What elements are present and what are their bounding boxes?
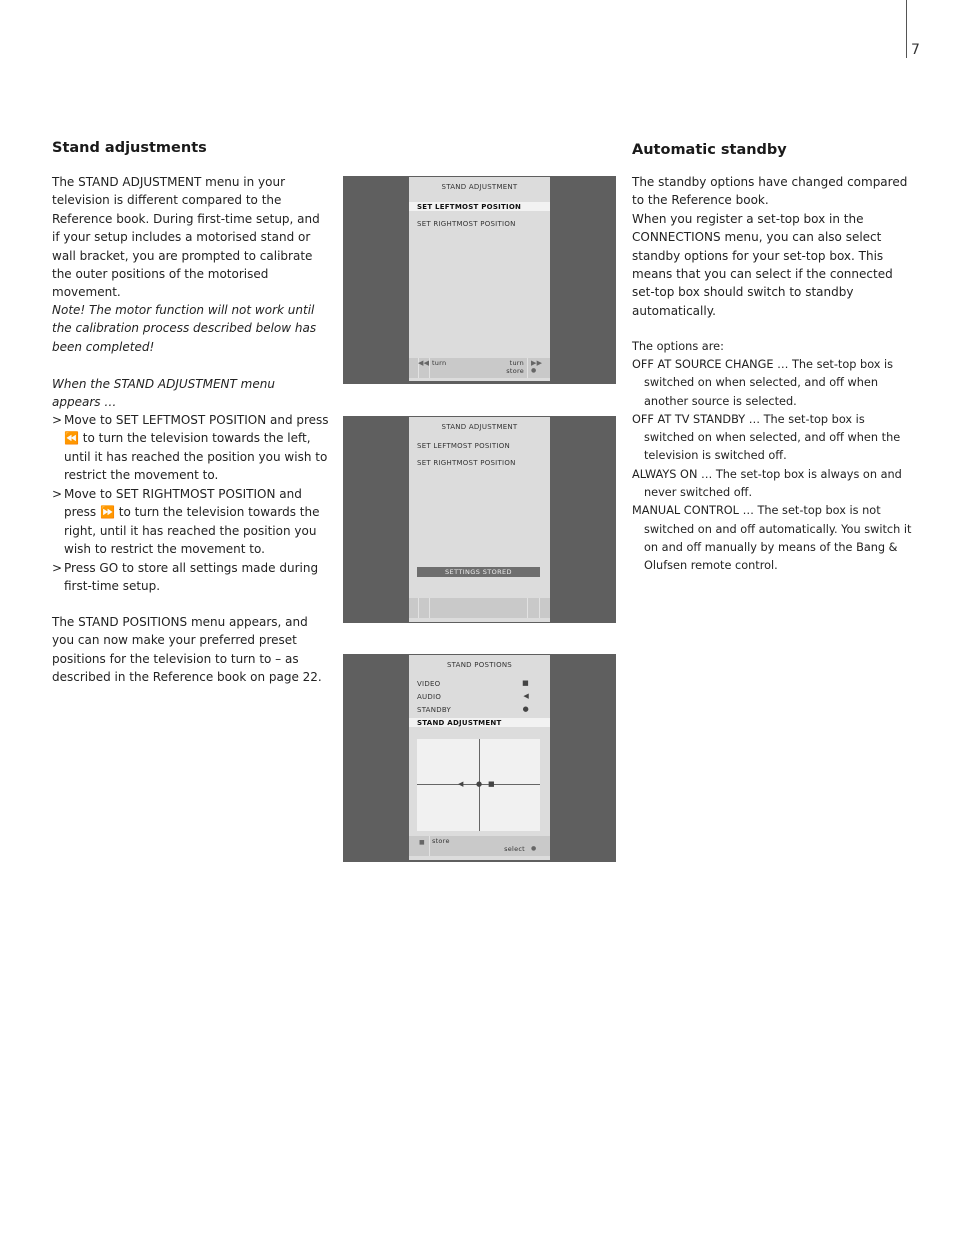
standby-position-icon: ●	[476, 780, 483, 788]
go-icon: ●	[531, 845, 537, 852]
options-label: The options are:	[632, 340, 724, 353]
rewind-icon: ◀◀	[418, 359, 430, 367]
stop-icon: ■	[419, 839, 425, 846]
list-item: > Move to SET RIGHTMOST POSITION and press ⏩ to turn the television towards the right, until it has reached the position you wish to restrict the movement to.	[52, 487, 320, 557]
footer-select-label: select	[504, 845, 525, 853]
page-number: 7	[911, 42, 920, 58]
stand-adjustment-menu-stored	[409, 417, 550, 622]
menu-item-set-rightmost[interactable]: SET RIGHTMOST POSITION	[417, 459, 516, 467]
page-top-rule	[906, 0, 907, 58]
menu-item-audio[interactable]: AUDIO	[417, 693, 442, 701]
position-grid	[417, 739, 540, 831]
list-item: > Press GO to store all settings made during first-time setup.	[52, 561, 319, 594]
dot-icon: ●	[522, 705, 529, 713]
stand-adjustment-screen-1	[343, 176, 616, 384]
menu-footer	[409, 598, 550, 618]
stand-steps-list	[52, 411, 330, 596]
automatic-standby-heading: Automatic standby	[632, 142, 787, 158]
footer-store-label: store	[506, 367, 524, 375]
footer-store-label: store	[432, 837, 450, 845]
menu-title: STAND ADJUSTMENT	[441, 183, 518, 191]
menu-title: STAND ADJUSTMENT	[441, 423, 518, 431]
stand-adjustment-screen-2	[343, 416, 616, 623]
settings-stored-status: SETTINGS STORED	[417, 567, 540, 577]
menu-item-set-rightmost[interactable]: SET RIGHTMOST POSITION	[417, 220, 516, 228]
stand-positions-menu	[409, 655, 550, 860]
standby-options-list	[632, 356, 912, 576]
stand-note-text: Note! The motor function will not work until the calibration process described below has been completed!	[52, 303, 317, 354]
menu-footer	[409, 836, 550, 856]
menu-item-set-leftmost[interactable]: SET LEFTMOST POSITION	[417, 442, 510, 450]
footer-turn-label: turn	[432, 359, 447, 367]
stand-when-text: When the STAND ADJUSTMENT menu appears …	[52, 377, 275, 410]
menu-footer	[409, 358, 550, 378]
menu-item-stand-adjustment[interactable]: STAND ADJUSTMENT	[417, 719, 502, 727]
menu-item-standby[interactable]: STANDBY	[417, 706, 452, 714]
stand-outro-text: The STAND POSITIONS menu appears, and you can now make your preferred preset positions for the television to turn to – as described in the Reference book on page 22.	[52, 615, 322, 685]
stand-positions-screen	[343, 654, 616, 862]
video-position-icon: ■	[488, 780, 495, 788]
list-item: OFF AT SOURCE CHANGE … The set-top box is switched on when selected, and off when another source is selected.	[632, 358, 894, 408]
stand-intro-text: The STAND ADJUSTMENT menu in your television is different compared to the Reference book. During first-time setup, and if your setup includes a motorised stand or wall bracket, you are prompted to calibrate the outer positions of the motorised movement.	[52, 175, 320, 300]
fast-forward-icon: ▶▶	[531, 359, 543, 367]
list-item: MANUAL CONTROL … The set-top box is not switched on and off automatically. You switch it on and off manually by means of the Bang & Olufsen remote control.	[632, 504, 912, 573]
standby-intro-text: The standby options have changed compared to the Reference book. When you register a set-top box in the CONNECTIONS menu, you can also select standby options for your set-top box. This means that you can select if the connected set-top box should switch to standby automatically.	[632, 175, 908, 318]
menu-item-set-leftmost[interactable]: SET LEFTMOST POSITION	[417, 203, 522, 211]
list-item: ALWAYS ON … The set-top box is always on and never switched off.	[632, 467, 902, 500]
list-item: OFF AT TV STANDBY … The set-top box is switched on when selected, and off when the television is switched off.	[632, 412, 901, 463]
menu-item-video[interactable]: VIDEO	[417, 680, 441, 688]
square-icon: ■	[522, 679, 529, 687]
go-icon: ●	[531, 367, 537, 374]
speaker-icon: ◀	[523, 692, 529, 700]
stand-adjustment-menu	[409, 177, 550, 381]
speaker-position-icon: ◀	[458, 780, 464, 788]
list-item: > Move to SET LEFTMOST POSITION and press ⏪ to turn the television towards the left, until it has reached the position you wish to restrict the movement to.	[52, 413, 329, 483]
footer-turn-right-label: turn	[509, 359, 524, 367]
menu-title: STAND POSTIONS	[446, 661, 513, 669]
stand-adjustments-heading: Stand adjustments	[52, 140, 207, 156]
